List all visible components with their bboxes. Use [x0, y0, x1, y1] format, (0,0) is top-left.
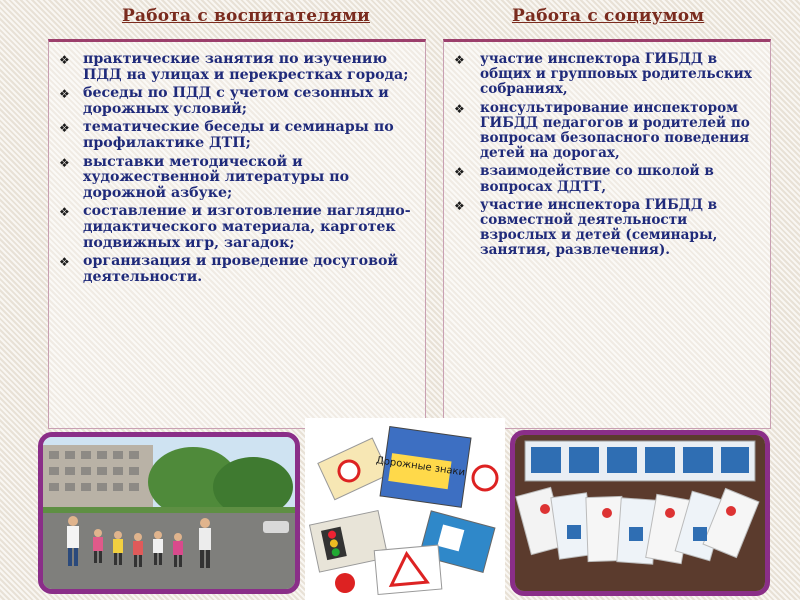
list-item: ❖ беседы по ПДД с учетом сезонных и дорожных условий; [59, 85, 389, 117]
list-item: ❖ практические занятия по изучению ПДД на улицах и перекрестках города; [59, 51, 409, 83]
list-item: ❖ организация и проведение досуговой деятельности. [59, 253, 398, 285]
diamond-bullet-icon: ❖ [454, 101, 465, 116]
teachers-column [48, 39, 426, 429]
heading-teachers: Работа с воспитателями [122, 6, 370, 26]
road-signs-cards-photo [305, 418, 505, 600]
list-item: ❖ выставки методической и художественной литературы по дорожной азбуке; [59, 153, 350, 201]
diamond-bullet-icon: ❖ [59, 155, 70, 170]
diamond-bullet-icon: ❖ [454, 198, 465, 213]
list-item: ❖ консультирование инспектором ГИБДД педагогов и родителей по вопросам безопасного поведения детей на дорогах, [454, 99, 750, 162]
photo-street-walk [38, 432, 300, 594]
diamond-bullet-icon: ❖ [454, 165, 465, 180]
list-item: ❖ составление и изготовление наглядно-дидактического материала, карготек подвижных игр, загадок; [59, 203, 411, 251]
diamond-bullet-icon: ❖ [59, 121, 70, 136]
diamond-bullet-icon: ❖ [59, 205, 70, 220]
road-signs-illustration [305, 418, 505, 600]
teachers-list [49, 42, 425, 285]
diamond-bullet-icon: ❖ [59, 53, 70, 67]
society-column [443, 39, 771, 429]
info-cards-illustration [515, 435, 765, 591]
list-item: ❖ участие инспектора ГИБДД в общих и групповых родительских собраниях, [454, 51, 752, 98]
list-item: ❖ участие инспектора ГИБДД в совместной деятельности взрослых и детей (семинары, занятия, развлечения). [454, 196, 718, 259]
diamond-bullet-icon: ❖ [454, 53, 465, 67]
heading-society: Работа с социумом [512, 6, 705, 26]
list-item: ❖ тематические беседы и семинары по профилактике ДТП; [59, 119, 394, 151]
box-title: Дорожные знаки [375, 455, 466, 479]
diamond-bullet-icon: ❖ [59, 255, 70, 270]
diamond-bullet-icon: ❖ [59, 87, 70, 102]
street-walk-illustration [43, 437, 295, 589]
photo-info-cards [510, 430, 770, 596]
list-item: ❖ взаимодействие со школой в вопросах ДДТТ, [454, 163, 714, 195]
society-list [444, 42, 770, 259]
